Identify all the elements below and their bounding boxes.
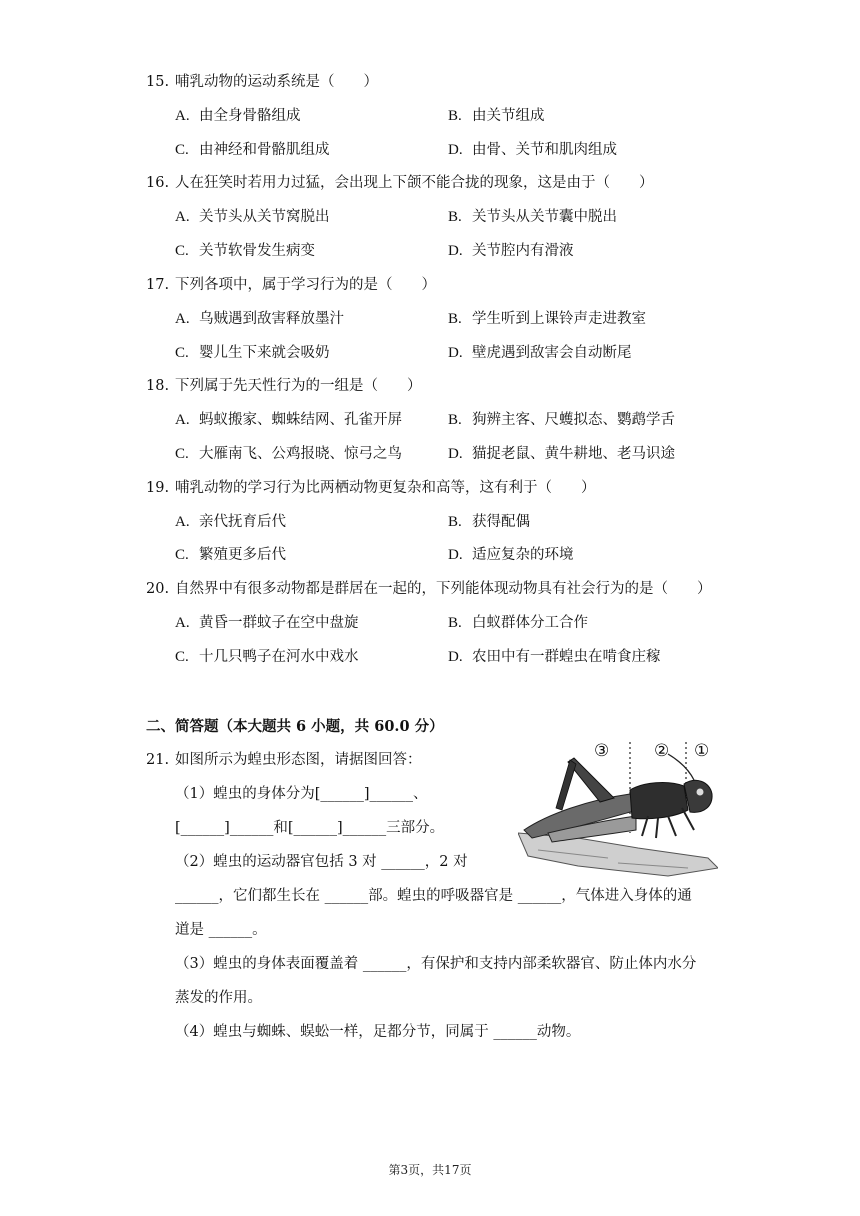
question-20-option-a: A. 黄昏一群蚊子在空中盘旋 (175, 615, 359, 631)
question-21-part2-line1: （2）蝗虫的运动器官包括 3 对 ______，2 对 (175, 854, 468, 870)
section-heading: 二、简答题（本大题共 6 小题，共 60.0 分） (146, 718, 444, 735)
branch-shape (518, 833, 718, 876)
question-21-part1-line2: [______]______和[______]______三部分。 (175, 820, 445, 836)
question-21-part4-line1: （4）蝗虫与蜘蛛、蜈蚣一样，足都分节，同属于 ______动物。 (175, 1024, 581, 1040)
question-21-part2-line2: ______，它们都生长在 ______部。蝗虫的呼吸器官是 ______，气体进入身体的通 (175, 888, 692, 904)
question-19-option-b: B. 获得配偶 (448, 514, 530, 530)
question-15-option-c: C. 由神经和骨骼肌组成 (175, 142, 330, 158)
question-16-stem: 16. 人在狂笑时若用力过猛，会出现上下颌不能合拢的现象，这是由于（ ） (146, 175, 654, 191)
question-19-option-c: C. 繁殖更多后代 (175, 547, 286, 563)
question-17-option-d: D. 壁虎遇到敌害会自动断尾 (448, 345, 632, 361)
question-18-option-a: A. 蚂蚁搬家、蜘蛛结网、孔雀开屏 (175, 412, 402, 428)
question-17-stem: 17. 下列各项中，属于学习行为的是（ ） (146, 277, 436, 293)
grasshopper-head (684, 780, 712, 812)
grasshopper-figure (518, 738, 718, 878)
question-16-option-a: A. 关节头从关节窝脱出 (175, 209, 330, 225)
question-15-option-a: A. 由全身骨骼组成 (175, 108, 301, 124)
grasshopper-hind-tibia (556, 760, 576, 810)
question-17-option-b: B. 学生听到上课铃声走进教室 (448, 311, 646, 327)
question-21-part3-line1: （3）蝗虫的身体表面覆盖着 ______，有保护和支持内部柔软器官、防止体内水分 (175, 956, 697, 972)
question-21-part3-line2: 蒸发的作用。 (175, 990, 262, 1006)
question-20-stem: 20. 自然界中有很多动物都是群居在一起的，下列能体现动物具有社会行为的是（ ） (146, 581, 712, 597)
question-21-part2-line3: 道是 ______。 (175, 922, 267, 938)
question-18-option-b: B. 狗辨主客、尺蠖拟态、鹦鹉学舌 (448, 412, 675, 428)
question-18-stem: 18. 下列属于先天性行为的一组是（ ） (146, 378, 422, 394)
question-18-option-c: C. 大雁南飞、公鸡报晓、惊弓之鸟 (175, 446, 402, 462)
question-17-option-c: C. 婴儿生下来就会吸奶 (175, 345, 330, 361)
question-16-option-c: C. 关节软骨发生病变 (175, 243, 315, 259)
page-footer: 第3页，共17页 (388, 1163, 472, 1177)
question-15-option-b: B. 由关节组成 (448, 108, 545, 124)
question-16-option-d: D. 关节腔内有滑液 (448, 243, 574, 259)
question-15-option-d: D. 由骨、关节和肌肉组成 (448, 142, 617, 158)
question-18-option-d: D. 猫捉老鼠、黄牛耕地、老马识途 (448, 446, 675, 462)
question-19-option-d: D. 适应复杂的环境 (448, 547, 574, 563)
question-15-stem: 15. 哺乳动物的运动系统是（ ） (146, 74, 378, 90)
question-16-option-b: B. 关节头从关节囊中脱出 (448, 209, 617, 225)
grasshopper-thorax (630, 783, 688, 819)
question-19-option-a: A. 亲代抚育后代 (175, 514, 286, 530)
grasshopper-eye (697, 789, 704, 796)
question-20-option-b: B. 白蚁群体分工合作 (448, 615, 588, 631)
grasshopper-antenna (668, 754, 694, 780)
question-20-option-d: D. 农田中有一群蝗虫在啃食庄稼 (448, 649, 661, 665)
question-19-stem: 19. 哺乳动物的学习行为比两栖动物更复杂和高等，这有利于（ ） (146, 480, 596, 496)
question-21-part1-line1: （1）蝗虫的身体分为[______]______、 (175, 786, 428, 802)
figure-label-2: ② (654, 741, 670, 761)
figure-label-1: ① (694, 741, 710, 761)
question-21-stem: 21. 如图所示为蝗虫形态图，请据图回答： (146, 752, 422, 768)
question-17-option-a: A. 乌贼遇到敌害释放墨汁 (175, 311, 344, 327)
question-20-option-c: C. 十几只鸭子在河水中戏水 (175, 649, 359, 665)
figure-label-3: ③ (594, 741, 610, 761)
